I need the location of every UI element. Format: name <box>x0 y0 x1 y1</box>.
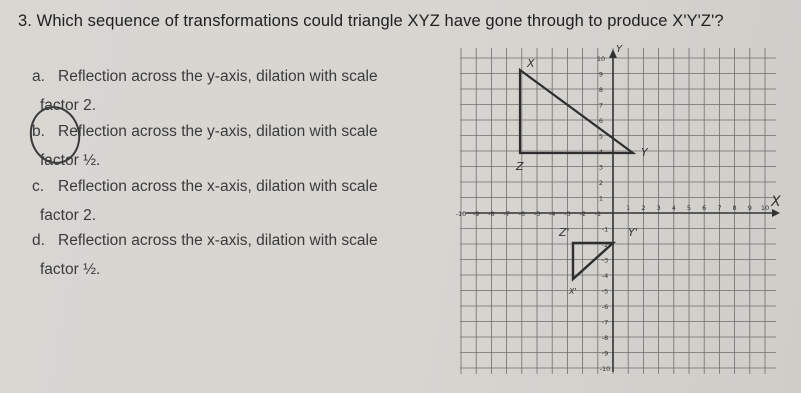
y-tick-label: -6 <box>601 303 609 311</box>
x-tick-label: 8 <box>732 204 737 212</box>
option-c-line2: factor 2. <box>40 207 96 224</box>
x-tick-label: -4 <box>548 210 556 218</box>
x-tick-label: 1 <box>626 204 631 212</box>
x-tick-label: -8 <box>488 210 495 218</box>
option-b-letter: b. <box>32 123 45 140</box>
y-tick-label: -2 <box>601 241 609 249</box>
vertex-label-x: X <box>527 57 535 70</box>
option-c-line1: Reflection across the x-axis, dilation with scale <box>58 178 378 195</box>
x-tick-label: -5 <box>533 210 541 218</box>
x-tick-label: 5 <box>686 204 692 212</box>
y-axis-label: Y <box>616 44 623 55</box>
y-tick-label: 5 <box>598 132 604 141</box>
y-tick-label: 4 <box>598 148 604 156</box>
x-tick-label: -10 <box>455 210 467 218</box>
option-b-line2: factor ½. <box>40 152 101 169</box>
x-tick-label: 3 <box>656 204 661 212</box>
y-tick-label: 7 <box>598 101 604 110</box>
x-tick-label: 4 <box>671 204 676 212</box>
option-a-line1: Reflection across the y-axis, dilation with scale <box>58 68 378 85</box>
option-a-line2: factor 2. <box>40 97 96 114</box>
x-tick-label: 10 <box>760 204 770 212</box>
y-tick-label: -5 <box>601 287 609 296</box>
x-tick-label: -6 <box>518 210 526 218</box>
y-tick-label: 6 <box>598 117 604 125</box>
option-c-letter: c. <box>32 178 45 195</box>
x-axis-label: X <box>771 194 781 210</box>
option-d-line1: Reflection across the x-axis, dilation with scale <box>58 232 378 249</box>
triangle-xyz <box>515 57 649 173</box>
x-tick-label: -7 <box>503 210 510 218</box>
vertex-label-y-prime: Y' <box>628 226 638 239</box>
question-text: 3. Which sequence of transformations could triangle XYZ have gone through to produce X'Y'Z'? <box>18 12 724 30</box>
x-tick-label: 9 <box>747 204 752 212</box>
vertex-label-z-prime: Z' <box>559 226 570 239</box>
y-tick-label: 3 <box>598 163 604 172</box>
vertex-label-y: Y <box>641 146 648 159</box>
x-tick-label: -1 <box>594 210 602 218</box>
option-d-line2: factor ½. <box>40 261 101 278</box>
y-tick-label: -10 <box>599 365 611 373</box>
x-tick-label: -3 <box>564 210 571 218</box>
y-tick-label: 1 <box>598 194 604 203</box>
y-tick-label: -8 <box>601 334 609 342</box>
y-tick-label: -1 <box>601 225 609 234</box>
x-tick-label: 6 <box>702 204 707 212</box>
y-tick-label: -9 <box>601 349 609 358</box>
y-tick-label: -4 <box>601 272 609 280</box>
x-axis-arrow-icon <box>772 209 780 217</box>
vertex-label-x-prime: X' <box>569 287 577 296</box>
y-tick-label: 9 <box>598 70 604 79</box>
x-tick-label: -9 <box>472 210 480 218</box>
y-tick-label: -7 <box>601 318 609 327</box>
y-tick-label: 10 <box>596 55 606 63</box>
x-tick-label: 2 <box>641 204 646 212</box>
option-b-line1: Reflection across the y-axis, dilation with scale <box>58 123 378 140</box>
x-tick-label: 7 <box>717 204 722 212</box>
x-tick-label: -2 <box>579 210 586 218</box>
vertex-label-z: Z <box>516 160 524 173</box>
y-tick-label: -3 <box>601 256 609 265</box>
y-tick-label: 8 <box>598 86 604 94</box>
option-a-letter: a. <box>32 68 45 85</box>
option-d-letter: d. <box>32 232 45 249</box>
y-tick-label: 2 <box>598 179 604 187</box>
